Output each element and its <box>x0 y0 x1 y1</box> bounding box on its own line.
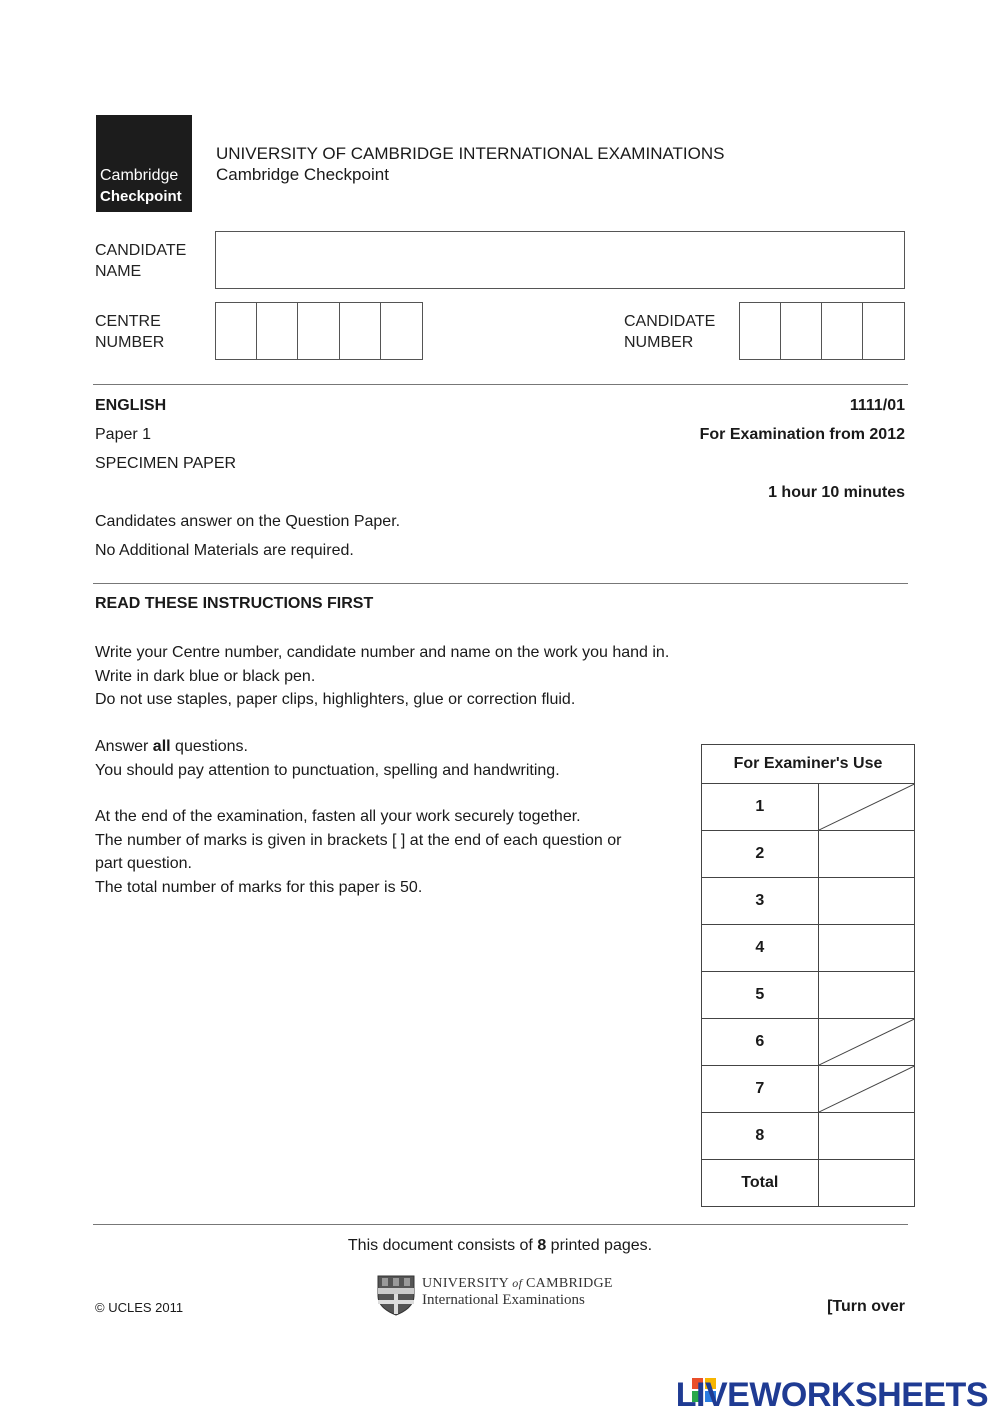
mark-cell-crossed <box>818 1066 914 1113</box>
answer-all-line <box>95 735 560 759</box>
examiner-table-heading: For Examiner's Use <box>702 745 915 784</box>
page-count-suffix: printed pages. <box>546 1237 653 1254</box>
centre-digit-box[interactable] <box>340 303 381 359</box>
logo-line-1: Cambridge <box>100 167 179 184</box>
centre-number-label <box>95 311 164 353</box>
university-title: UNIVERSITY OF CAMBRIDGE INTERNATIONAL EXAMINATIONS <box>216 144 725 163</box>
mark-cell[interactable] <box>818 1113 914 1160</box>
mark-cell[interactable] <box>818 831 914 878</box>
liveworksheets-watermark: LIVEWORKSHEETS <box>675 1376 988 1414</box>
instruction-line: At the end of the examination, fasten all your work securely together. <box>95 808 581 825</box>
question-number: 7 <box>702 1066 819 1113</box>
table-row <box>702 784 915 831</box>
crest-icon <box>376 1274 416 1316</box>
question-number: 8 <box>702 1113 819 1160</box>
centre-digit-box[interactable] <box>381 303 422 359</box>
materials-note: No Additional Materials are required. <box>95 542 354 559</box>
candidate-name-label <box>95 240 186 282</box>
turn-over: [Turn over <box>827 1298 905 1315</box>
table-row <box>702 1066 915 1113</box>
paper-code: 1111/01 <box>849 397 905 414</box>
candidate-number-field[interactable] <box>739 302 905 360</box>
answer-prefix: Answer <box>95 738 153 755</box>
mark-cell-crossed <box>818 784 914 831</box>
mark-cell[interactable] <box>818 925 914 972</box>
total-cell[interactable] <box>818 1160 914 1207</box>
centre-digit-box[interactable] <box>257 303 298 359</box>
answer-suffix: questions. <box>170 738 248 755</box>
answer-on-note: Candidates answer on the Question Paper. <box>95 513 401 530</box>
page-count: 8 <box>537 1237 547 1254</box>
question-number: 4 <box>702 925 819 972</box>
page-count-prefix: This document consists of <box>347 1237 538 1254</box>
page-count-note <box>0 1237 1000 1255</box>
candidate-digit-box[interactable] <box>822 303 863 359</box>
candidate-name-label-line2: NAME <box>95 263 142 280</box>
instruction-line: Write your Centre number, candidate number and name on the work you hand in. <box>95 644 670 661</box>
instructions-block-1 <box>95 641 669 712</box>
table-row <box>702 1113 915 1160</box>
cambridge-checkpoint-logo <box>96 115 192 212</box>
question-number: 3 <box>702 878 819 925</box>
paper-number: Paper 1 <box>95 426 152 443</box>
table-row <box>702 831 915 878</box>
examiner-table-header-row <box>702 745 915 784</box>
footer-university-name <box>422 1276 613 1292</box>
question-number: 5 <box>702 972 819 1019</box>
divider <box>93 583 908 584</box>
brand-title: Cambridge Checkpoint <box>216 165 389 184</box>
mark-cell-crossed <box>818 1019 914 1066</box>
centre-number-label-line1: CENTRE <box>95 313 161 330</box>
centre-number-label-line2: NUMBER <box>95 334 165 351</box>
divider <box>93 384 908 385</box>
instruction-line: The total number of marks for this paper is 50. <box>95 878 423 896</box>
mark-cell[interactable] <box>818 878 914 925</box>
candidate-number-label-line1: CANDIDATE <box>624 313 716 330</box>
instructions-block-2 <box>95 735 560 782</box>
table-row <box>702 1019 915 1066</box>
footer-uni-word: CAMBRIDGE <box>526 1276 613 1291</box>
attention-line: You should pay attention to punctuation, spelling and handwriting. <box>95 761 560 779</box>
instruction-line: part question. <box>95 855 192 872</box>
candidate-digit-box[interactable] <box>863 303 904 359</box>
footer-uni-of: of <box>512 1276 523 1290</box>
subject: ENGLISH <box>95 397 167 414</box>
copyright: © UCLES 2011 <box>95 1300 184 1315</box>
table-row <box>702 972 915 1019</box>
table-row <box>702 878 915 925</box>
candidate-digit-box[interactable] <box>781 303 822 359</box>
question-number: 1 <box>702 784 819 831</box>
logo-line-2: Checkpoint <box>100 188 182 205</box>
divider <box>93 1224 908 1225</box>
mark-cell[interactable] <box>818 972 914 1019</box>
table-row <box>702 1160 915 1207</box>
examiner-use-table <box>701 744 915 1207</box>
exam-from: For Examination from 2012 <box>699 426 905 443</box>
candidate-name-field[interactable] <box>215 231 905 289</box>
candidate-name-label-line1: CANDIDATE <box>95 242 187 259</box>
table-row <box>702 925 915 972</box>
instruction-line: The number of marks is given in brackets [ ] at the end of each question or <box>95 831 622 849</box>
question-number: 6 <box>702 1019 819 1066</box>
instructions-heading: READ THESE INSTRUCTIONS FIRST <box>95 595 374 612</box>
footer-international-examinations: International Examinations <box>422 1292 585 1308</box>
footer-uni-word: UNIVERSITY <box>422 1276 509 1291</box>
candidate-number-label-line2: NUMBER <box>624 334 694 351</box>
instructions-block-3 <box>95 805 622 899</box>
centre-digit-box[interactable] <box>298 303 339 359</box>
duration: 1 hour 10 minutes <box>768 484 905 501</box>
centre-digit-box[interactable] <box>216 303 257 359</box>
candidate-digit-box[interactable] <box>740 303 781 359</box>
question-number: 2 <box>702 831 819 878</box>
instruction-line: Write in dark blue or black pen. <box>95 667 316 685</box>
total-label: Total <box>702 1160 819 1207</box>
candidate-number-label <box>624 311 715 353</box>
instruction-line: Do not use staples, paper clips, highlighters, glue or correction fluid. <box>95 691 576 708</box>
specimen-label: SPECIMEN PAPER <box>95 455 237 472</box>
centre-number-field[interactable] <box>215 302 423 360</box>
answer-bold: all <box>152 738 171 755</box>
